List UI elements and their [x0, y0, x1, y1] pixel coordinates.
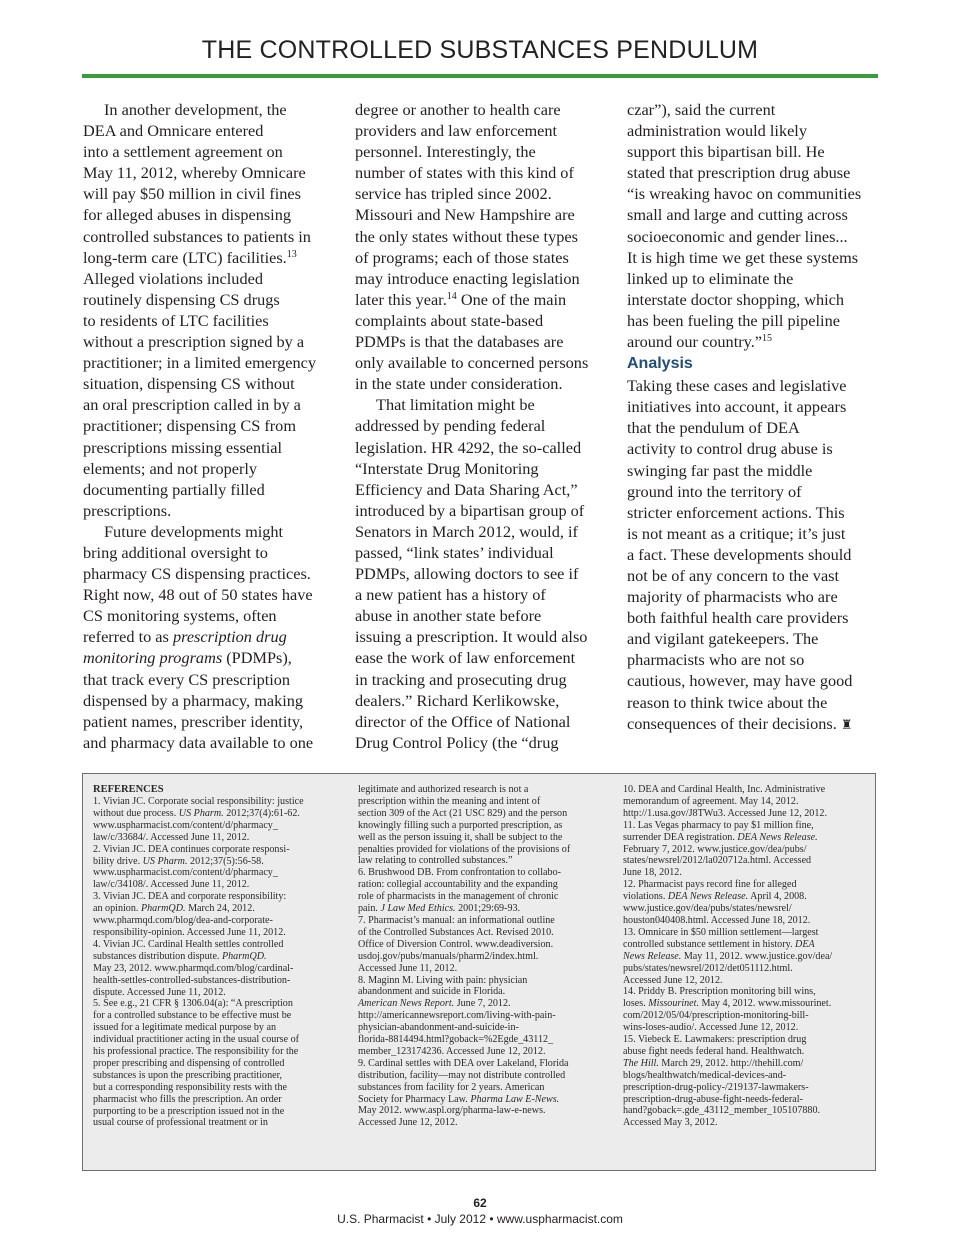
- reference-line: 5. See e.g., 21 CFR § 1306.04(a): “A prescription: [93, 998, 293, 1010]
- text-line: will pay $50 million in civil fines: [83, 184, 301, 204]
- text-line: that track every CS prescription: [83, 669, 291, 689]
- reference-line: [623, 939, 881, 951]
- text-line: introduced by a bipartisan group of: [355, 500, 585, 520]
- text-segment: June 7, 2012.: [454, 998, 511, 1010]
- reference-line: substances is upon the prescribing practitioner,: [93, 1069, 283, 1081]
- text-line: both faithful health care providers: [627, 608, 849, 628]
- end-of-article-icon: ♜: [840, 716, 853, 732]
- text-line: that the pendulum of DEA: [627, 418, 800, 438]
- reference-line: Accessed June 12, 2012.: [623, 974, 723, 986]
- text-line: Drug Control Policy (the “drug: [355, 732, 559, 752]
- text-line: “Interstate Drug Monitoring: [355, 458, 539, 478]
- text-line: socioeconomic and gender lines...: [627, 226, 848, 246]
- journal-title: News Release.: [623, 950, 682, 962]
- text-segment: without due process.: [93, 807, 179, 819]
- reference-line: pubs/states/newsrel/2012/det051112.html.: [623, 962, 793, 974]
- text-line: czar”), said the current: [627, 100, 776, 119]
- publication-footer: U.S. Pharmacist • July 2012 • www.uspharmacist.com: [337, 1212, 623, 1226]
- text-segment: loses.: [623, 998, 649, 1010]
- reference-line: well as the person issuing it, shall be subject to the: [358, 831, 563, 843]
- journal-title: PharmQD.: [221, 950, 267, 962]
- text-segment: Society for Pharmacy Law.: [358, 1093, 471, 1105]
- reference-line: but a corresponding responsibility rests with the: [93, 1081, 287, 1093]
- text-line: abuse in another state before: [355, 606, 542, 626]
- text-segment: (PDMPs),: [222, 648, 292, 668]
- text-line: pharmacy CS dispensing practices.: [83, 564, 311, 584]
- text-line: Future developments might: [104, 521, 284, 541]
- text-segment: May 4, 2012. www.missourinet.: [698, 998, 832, 1010]
- text-line: legislation. HR 4292, the so-called: [355, 437, 582, 457]
- text-line: only available to concerned persons: [355, 353, 589, 373]
- reference-line: legitimate and authorized research is not a: [358, 784, 529, 795]
- reference-line: [623, 891, 881, 903]
- reference-line: [358, 1094, 616, 1106]
- reference-line: member_123174236. Accessed June 12, 2012.: [358, 1045, 546, 1057]
- text-line: practitioner; in a limited emergency: [83, 353, 316, 373]
- text-line: dispensed by a pharmacy, making: [83, 690, 304, 710]
- text-line: a new patient has a history of: [355, 585, 546, 605]
- reference-line: 11. Las Vegas pharmacy to pay $1 million fine,: [623, 819, 814, 831]
- reference-line: [623, 951, 881, 963]
- text-line: number of states with this kind of: [355, 163, 574, 183]
- text-line: of programs; each of those states: [355, 247, 569, 267]
- reference-line: 8. Maginn M. Living with pain: physician: [358, 974, 528, 986]
- text-line: [83, 626, 345, 647]
- journal-title: PharmQD.: [140, 903, 186, 915]
- reference-line: ration: collegial accountability and the expanding: [358, 879, 558, 891]
- text-segment: referred to as: [83, 627, 173, 647]
- text-line: That limitation might be: [376, 395, 535, 415]
- reference-line: knowingly filling such a purported prescription, as: [358, 819, 563, 831]
- reference-line: abandonment and suicide in Florida.: [358, 986, 506, 998]
- text-line: passed, “link states’ individual: [355, 542, 554, 562]
- article-column-2: [355, 99, 617, 753]
- text-line: and pharmacy data available to one: [83, 732, 314, 752]
- text-line: linked up to eliminate the: [627, 268, 794, 288]
- reference-line: May 23, 2012. www.pharmqd.com/blog/cardinal-: [93, 962, 294, 974]
- text-line: to residents of LTC facilities: [83, 310, 269, 330]
- text-line: service has tripled since 2002.: [355, 184, 552, 204]
- text-segment: controlled substance settlement in history.: [623, 938, 796, 950]
- text-line: the only states without these types: [355, 226, 578, 246]
- text-line: for alleged abuses in dispensing: [83, 205, 291, 225]
- text-line: pharmacists who are not so: [627, 650, 805, 670]
- reference-line: florida-8814494.html?goback=%2Egde_43112_: [358, 1034, 554, 1046]
- reference-line: for a controlled substance to be effective must be: [93, 1010, 292, 1022]
- text-line: support this bipartisan bill. He: [627, 142, 825, 162]
- text-line: bring additional oversight to: [83, 542, 268, 562]
- journal-title: US Pharm.: [178, 807, 224, 819]
- text-line: Senators in March 2012, would, if: [355, 521, 578, 541]
- article-column-1: [83, 99, 345, 753]
- reference-line: www.uspharmacist.com/content/d/pharmacy_: [93, 819, 278, 831]
- reference-line: issued for a legitimate medical purpose by an: [93, 1022, 277, 1034]
- text-line: personnel. Interestingly, the: [355, 142, 536, 162]
- reference-line: health-settles-controlled-substances-distribution-: [93, 974, 291, 986]
- reference-line: February 7, 2012. www.justice.gov/dea/pubs/: [623, 843, 807, 855]
- text-line: elements; and not properly: [83, 458, 258, 478]
- text-segment: 2001;29:69-93.: [455, 903, 521, 915]
- text-line: prescriptions missing essential: [83, 437, 282, 457]
- journal-title: DEA News Release.: [667, 891, 749, 903]
- analysis-heading: Analysis: [627, 355, 693, 373]
- italic-term: prescription drug: [172, 627, 287, 647]
- text-segment: bility drive.: [93, 855, 143, 867]
- reference-line: substances from facility for 2 years. American: [358, 1081, 545, 1093]
- journal-title: Pharma Law E-News.: [470, 1093, 560, 1105]
- text-line: not be of any concern to the vast: [627, 565, 840, 585]
- reference-line: [93, 903, 351, 915]
- journal-title: US Pharm.: [142, 855, 188, 867]
- journal-title: The Hill.: [623, 1057, 659, 1069]
- text-line: dealers.” Richard Kerlikowske,: [355, 690, 560, 710]
- text-segment: substances distribution dispute.: [93, 950, 222, 962]
- journal-title: DEA News Release.: [737, 831, 818, 843]
- journal-title: DEA: [795, 938, 815, 950]
- text-line: patient names, prescriber identity,: [83, 711, 304, 731]
- references-column-2: [358, 784, 616, 1129]
- reference-line: com/2012/05/04/prescription-monitoring-bill-: [623, 1010, 809, 1022]
- text-line: Right now, 48 out of 50 states have: [83, 585, 313, 605]
- text-line: majority of pharmacists who are: [627, 587, 838, 607]
- reference-line: [623, 832, 881, 844]
- reference-line: physician-abandonment-and-suicide-in-: [358, 1022, 519, 1034]
- text-line: Efficiency and Data Sharing Act,”: [355, 479, 578, 499]
- text-line: DEA and Omnicare entered: [83, 121, 264, 141]
- page-number: 62: [473, 1196, 487, 1210]
- reference-line: 12. Pharmacist pays record fine for alleged: [623, 879, 797, 891]
- reference-line: 4. Vivian JC. Cardinal Health settles controlled: [93, 938, 284, 950]
- text-line: practitioner; dispensing CS from: [83, 416, 296, 436]
- reference-line: usdoj.gov/pubs/manuals/pharm2/index.html.: [358, 950, 539, 962]
- text-segment: long-term care (LTC) facilities.: [83, 247, 287, 267]
- text-segment: March 29, 2012. http://thehill.com/: [658, 1057, 804, 1069]
- reference-line: http://1.usa.gov/J8TWu3. Accessed June 12, 2012.: [623, 807, 827, 819]
- reference-line: role of pharmacists in the management of chronic: [358, 891, 559, 903]
- reference-line: prescription-drug-policy-/219137-lawmakers-: [623, 1081, 809, 1093]
- text-line: a fact. These developments should: [627, 544, 852, 564]
- text-line: providers and law enforcement: [355, 121, 558, 141]
- text-line: Missouri and New Hampshire are: [355, 205, 575, 225]
- text-line: has been fueling the pill pipeline: [627, 310, 840, 330]
- text-line: reason to think twice about the: [627, 692, 828, 712]
- reference-line: [623, 998, 881, 1010]
- text-line: complaints about state-based: [355, 310, 544, 330]
- text-line: [83, 647, 345, 668]
- reference-line: http://americannewsreport.com/living-with-pain-: [358, 1010, 556, 1022]
- text-line: may introduce enacting legislation: [355, 268, 580, 288]
- references-column-3: [623, 784, 881, 1129]
- text-line: In another development, the: [104, 100, 287, 119]
- reference-line: abuse fight needs federal hand. Healthwatch.: [623, 1045, 805, 1057]
- text-line: routinely dispensing CS drugs: [83, 289, 280, 309]
- header-rule: [82, 74, 878, 78]
- text-segment: pain.: [358, 903, 381, 915]
- reference-line: www.pharmqd.com/blog/dea-and-corporate-: [93, 915, 273, 927]
- text-line: director of the Office of National: [355, 711, 571, 731]
- reference-line: section 309 of the Act (21 USC 829) and the person: [358, 807, 568, 819]
- text-line: ease the work of law enforcement: [355, 648, 576, 668]
- text-line: controlled substances to patients in: [83, 226, 311, 246]
- references-heading: REFERENCES: [93, 784, 164, 795]
- text-line: It is high time we get these systems: [627, 247, 859, 267]
- reference-line: distribution, facility—may not distribute controlled: [358, 1069, 566, 1081]
- reference-line: [93, 808, 351, 820]
- reference-line: Accessed May 3, 2012.: [623, 1117, 718, 1129]
- text-line: CS monitoring systems, often: [83, 606, 277, 626]
- text-line: cautious, however, may have good: [627, 671, 853, 691]
- reference-line: purporting to be a prescription issued not in the: [93, 1105, 285, 1117]
- reference-line: 6. Brushwood DB. From confrontation to collabo-: [358, 867, 561, 879]
- text-line: situation, dispensing CS without: [83, 374, 295, 394]
- reference-line: [623, 1058, 881, 1070]
- text-segment: April 4, 2008.: [748, 891, 807, 903]
- references-column-1: [93, 784, 351, 1129]
- text-line: [627, 713, 889, 735]
- text-line: interstate doctor shopping, which: [627, 289, 845, 309]
- journal-title: American News Report.: [358, 998, 455, 1010]
- reference-line: penalties provided for violations of the provisions of: [358, 843, 571, 855]
- page-header-title: THE CONTROLLED SUBSTANCES PENDULUM: [201, 36, 759, 64]
- text-line: an oral prescription called in by a: [83, 395, 301, 415]
- text-line: into a settlement agreement on: [83, 142, 283, 162]
- reference-line: 15. Viebeck E. Lawmakers: prescription drug: [623, 1034, 807, 1046]
- text-segment: March 24, 2012.: [185, 903, 255, 915]
- text-segment: May 11, 2012. www.justice.gov/dea/: [681, 950, 833, 962]
- reference-line: Office of Diversion Control. www.deadiversion.: [358, 938, 554, 950]
- text-line: swinging far past the middle: [627, 460, 813, 480]
- text-line: stricter enforcement actions. This: [627, 502, 845, 522]
- reference-line: 3. Vivian JC. DEA and corporate responsibility:: [93, 891, 287, 903]
- reference-line: [93, 856, 351, 868]
- text-line: and vigilant gatekeepers. The: [627, 629, 819, 649]
- text-line: [83, 247, 345, 268]
- reference-line: individual practitioner acting in the usual course of: [93, 1034, 300, 1046]
- text-segment: surrender DEA registration.: [623, 831, 738, 843]
- text-line: in the state under consideration.: [355, 374, 563, 394]
- text-line: small and large and cutting across: [627, 205, 848, 225]
- reference-line: proper prescribing and dispensing of controlled: [93, 1057, 285, 1069]
- reference-line: Accessed June 11, 2012.: [358, 962, 458, 974]
- text-segment: 2012;37(4):61-62.: [223, 807, 300, 819]
- text-line: PDMPs is that the databases are: [355, 332, 564, 352]
- reference-line: pharmacist who fills the prescription. An order: [93, 1093, 282, 1105]
- reference-line: 1. Vivian JC. Corporate social responsibility: justice: [93, 796, 304, 807]
- text-line: documenting partially filled: [83, 479, 265, 499]
- reference-line: law relating to controlled substances.”: [358, 855, 513, 867]
- text-line: “is wreaking havoc on communities: [627, 184, 862, 204]
- reference-line: [93, 951, 351, 963]
- text-line: prescriptions.: [83, 500, 172, 520]
- text-segment: violations.: [623, 891, 668, 903]
- text-segment: One of the main: [456, 289, 567, 309]
- reference-line: 2. Vivian JC. DEA continues corporate responsi-: [93, 843, 290, 855]
- text-segment: 2012;37(5):56-58.: [187, 855, 264, 867]
- reference-line: houston040408.html. Accessed June 18, 2012.: [623, 914, 811, 926]
- text-line: May 11, 2012, whereby Omnicare: [83, 163, 306, 183]
- reference-line: May 2012. www.aspl.org/pharma-law-e-news.: [358, 1105, 546, 1117]
- reference-line: 9. Cardinal settles with DEA over Lakeland, Florida: [358, 1057, 569, 1069]
- reference-line: law/c/33684/. Accessed June 11, 2012.: [93, 831, 250, 843]
- reference-line: law/c/34108/. Accessed June 11, 2012.: [93, 879, 250, 891]
- text-line: in tracking and prosecuting drug: [355, 669, 567, 689]
- reference-line: hand?goback=.gde_43112_member_105107880.: [623, 1105, 821, 1117]
- reference-line: 10. DEA and Cardinal Health, Inc. Administrative: [623, 784, 826, 795]
- reference-line: wins-loses-audio/. Accessed June 12, 2012.: [623, 1022, 799, 1034]
- reference-line: his professional practice. The responsibility for the: [93, 1046, 299, 1058]
- reference-line: prescription within the meaning and intent of: [358, 795, 541, 807]
- text-line: Alleged violations included: [83, 268, 263, 288]
- reference-line: Accessed June 12, 2012.: [358, 1117, 458, 1129]
- reference-superscript: 15: [762, 333, 773, 345]
- text-segment: later this year.: [355, 289, 447, 309]
- reference-line: 7. Pharmacist’s manual: an informational outline: [358, 914, 555, 926]
- reference-line: www.justice.gov/dea/pubs/states/newsrel/: [623, 903, 792, 915]
- text-segment: around our country.”: [627, 332, 763, 352]
- text-line: degree or another to health care: [355, 100, 561, 119]
- text-line: administration would likely: [627, 121, 807, 141]
- journal-title: Missourinet.: [648, 998, 699, 1010]
- journal-title: J Law Med Ethics.: [380, 903, 456, 915]
- reference-superscript: 13: [286, 248, 297, 260]
- text-line: stated that prescription drug abuse: [627, 163, 851, 183]
- reference-line: states/newsrel/2012/la020712a.html. Accessed: [623, 855, 812, 867]
- text-line: without a prescription signed by a: [83, 332, 305, 352]
- text-line: [355, 289, 617, 310]
- text-line: Taking these cases and legislative: [627, 376, 847, 396]
- text-segment: consequences of their decisions.: [627, 713, 837, 733]
- reference-line: June 18, 2012.: [623, 867, 682, 879]
- text-line: activity to control drug abuse is: [627, 439, 833, 459]
- reference-line: [358, 903, 616, 915]
- reference-line: usual course of professional treatment or in: [93, 1117, 268, 1129]
- reference-line: memorandum of agreement. May 14, 2012.: [623, 795, 799, 807]
- reference-line: responsibility-opinion. Accessed June 11, 2012.: [93, 926, 286, 938]
- reference-line: 14. Priddy B. Prescription monitoring bill wins,: [623, 986, 816, 998]
- reference-superscript: 14: [446, 290, 457, 302]
- reference-line: prescription-drug-abuse-fight-needs-federal-: [623, 1093, 803, 1105]
- text-line: [627, 331, 889, 352]
- reference-line: of the Controlled Substances Act. Revised 2010.: [358, 926, 554, 938]
- reference-line: blogs/healthwatch/medical-devices-and-: [623, 1069, 787, 1081]
- text-line: PDMPs, allowing doctors to see if: [355, 564, 579, 584]
- reference-line: dispute. Accessed June 11, 2012.: [93, 986, 226, 998]
- reference-line: [358, 998, 616, 1010]
- reference-line: 13. Omnicare in $50 million settlement—largest: [623, 926, 819, 938]
- italic-term: monitoring programs: [83, 648, 223, 668]
- article-column-3: [627, 99, 889, 735]
- text-line: ground into the territory of: [627, 481, 802, 501]
- text-line: initiatives into account, it appears: [627, 397, 847, 417]
- text-line: is not meant as a critique; it’s just: [627, 523, 846, 543]
- text-line: issuing a prescription. It would also: [355, 627, 588, 647]
- text-line: addressed by pending federal: [355, 416, 546, 436]
- reference-line: www.uspharmacist.com/content/d/pharmacy_: [93, 867, 278, 879]
- text-segment: an opinion.: [93, 903, 141, 915]
